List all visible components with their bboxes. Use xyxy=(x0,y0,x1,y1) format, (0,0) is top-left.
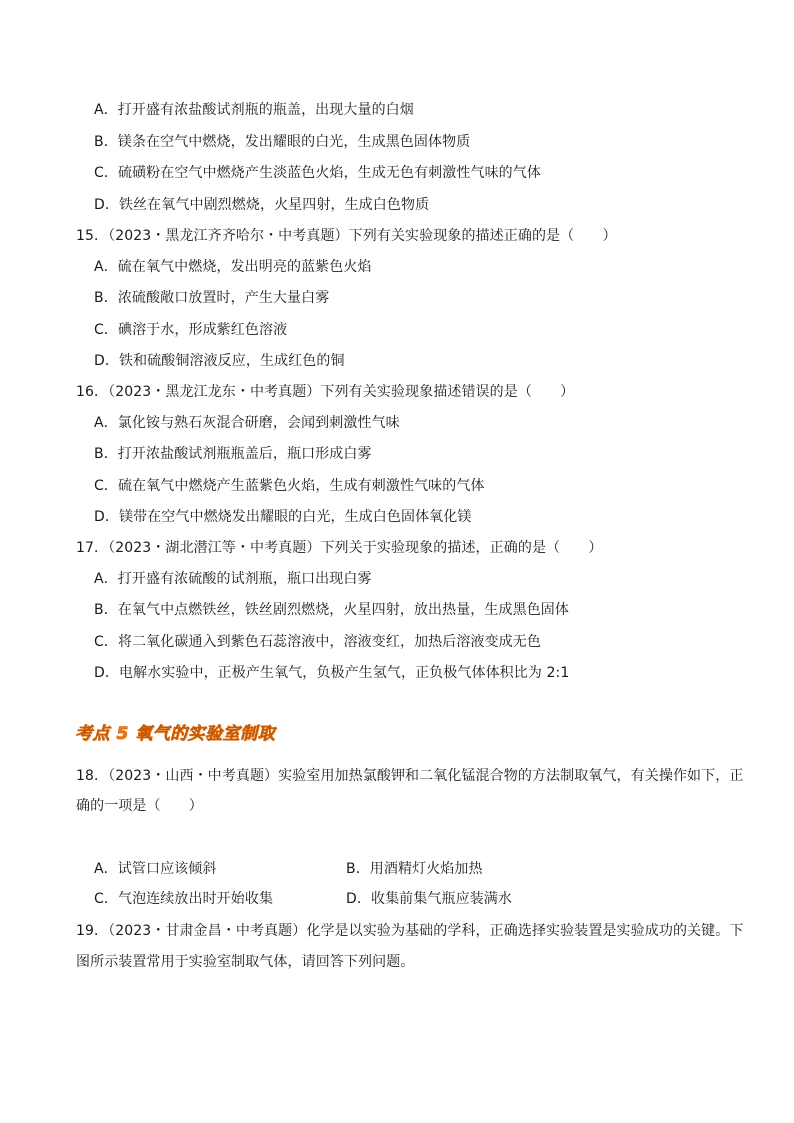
question-15-option-a: A．硫在氧气中燃烧，发出明亮的蓝紫色火焰 xyxy=(94,259,372,275)
question-15-stem: 15．（2023・黑龙江齐齐哈尔・中考真题）下列有关实验现象的描述正确的是（ ） xyxy=(76,228,617,244)
option-a: A．打开盛有浓盐酸试剂瓶的瓶盖，出现大量的白烟 xyxy=(94,102,414,118)
option-b: B．镁条在空气中燃烧，发出耀眼的白光，生成黑色固体物质 xyxy=(94,134,471,150)
section-heading: 考点 5 氧气的实验室制取 xyxy=(75,724,276,744)
question-16-option-b: B．打开浓盐酸试剂瓶瓶盖后，瓶口形成白雾 xyxy=(94,446,372,462)
question-17-option-c: C．将二氧化碳通入到紫色石蕊溶液中，溶液变红，加热后溶液变成无色 xyxy=(94,634,541,650)
question-17-stem: 17．（2023・湖北潜江等・中考真题）下列关于实验现象的描述，正确的是（ ） xyxy=(76,540,603,556)
question-17-option-d: D．电解水实验中，正极产生氧气，负极产生氢气，正负极气体体积比为 2:1 xyxy=(94,665,570,681)
question-16-option-d: D．镁带在空气中燃烧发出耀眼的白光，生成白色固体氧化镁 xyxy=(94,509,472,525)
question-16-stem: 16．（2023・黑龙江龙东・中考真题）下列有关实验现象描述错误的是（ ） xyxy=(76,384,575,400)
question-17-option-a: A．打开盛有浓硫酸的试剂瓶，瓶口出现白雾 xyxy=(94,571,372,587)
question-16-option-a: A．氯化铵与熟石灰混合研磨，会闻到刺激性气味 xyxy=(94,415,400,431)
question-18-option-d: D．收集前集气瓶应装满水 xyxy=(346,891,512,907)
question-15-option-b: B．浓硫酸敞口放置时，产生大量白雾 xyxy=(94,290,330,306)
question-19-stem-line-1: 19．（2023・甘肃金昌・中考真题）化学是以实验为基础的学科，正确选择实验装置是实验成功的关键。下 xyxy=(76,923,744,939)
question-18-option-a: A．试管口应该倾斜 xyxy=(94,861,217,877)
question-18-stem-line-1: 18．（2023・山西・中考真题）实验室用加热氯酸钾和二氧化锰混合物的方法制取氧气，有关操作如下，正 xyxy=(76,768,744,784)
option-d: D．铁丝在氧气中剧烈燃烧，火星四射，生成白色物质 xyxy=(94,197,430,213)
question-18-stem-line-2: 确的一项是（ ） xyxy=(76,798,203,814)
question-19-stem-line-2: 图所示装置常用于实验室制取气体，请回答下列问题。 xyxy=(76,954,415,970)
question-18-option-c: C．气泡连续放出时开始收集 xyxy=(94,891,274,907)
question-17-option-b: B．在氧气中点燃铁丝，铁丝剧烈燃烧，火星四射，放出热量，生成黑色固体 xyxy=(94,602,570,618)
question-18-option-b: B．用酒精灯火焰加热 xyxy=(346,861,483,877)
question-15-option-c: C．碘溶于水，形成紫红色溶液 xyxy=(94,322,288,338)
option-c: C．硫磺粉在空气中燃烧产生淡蓝色火焰，生成无色有刺激性气味的气体 xyxy=(94,165,541,181)
question-16-option-c: C．硫在氧气中燃烧产生蓝紫色火焰，生成有刺激性气味的气体 xyxy=(94,478,485,494)
question-15-option-d: D．铁和硫酸铜溶液反应，生成红色的铜 xyxy=(94,353,345,369)
